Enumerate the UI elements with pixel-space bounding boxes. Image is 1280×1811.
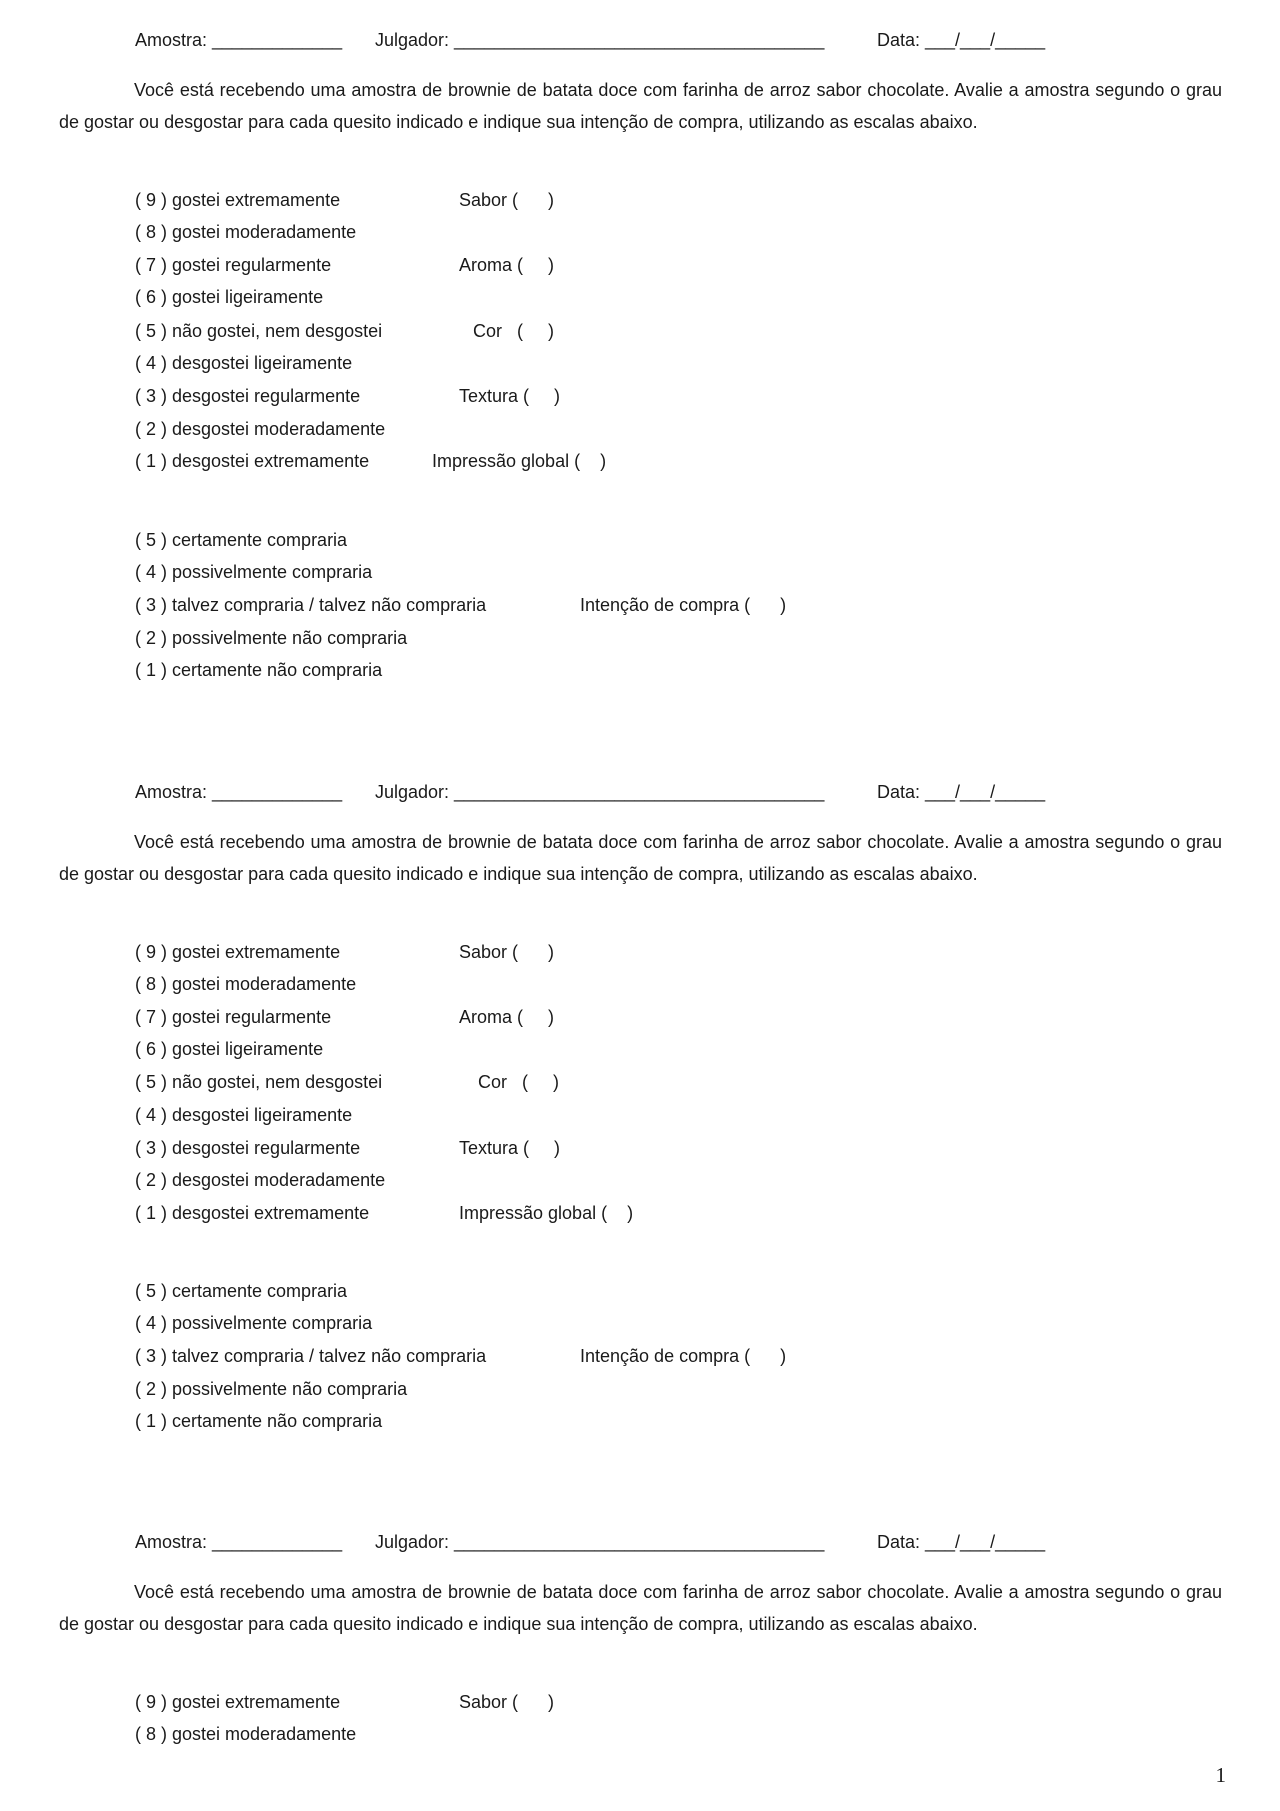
purchase-option: ( 4 ) possivelmente compraria	[135, 562, 373, 582]
aroma-score-field[interactable]: Aroma ( )	[459, 255, 555, 275]
amostra-field: Amostra: _____________	[135, 1532, 343, 1552]
aroma-score-field[interactable]: Aroma ( )	[459, 1007, 555, 1027]
purchase-option: ( 1 ) certamente não compraria	[135, 1411, 383, 1431]
amostra-field: Amostra: _____________	[135, 30, 343, 50]
hedonic-option: ( 2 ) desgostei moderadamente	[135, 419, 386, 439]
julgador-field: Julgador: _____________________________________	[375, 782, 825, 802]
hedonic-option: ( 3 ) desgostei regularmente	[135, 1138, 361, 1158]
hedonic-option: ( 6 ) gostei ligeiramente	[135, 1039, 324, 1059]
hedonic-option: ( 4 ) desgostei ligeiramente	[135, 353, 353, 373]
hedonic-option: ( 5 ) não gostei, nem desgostei	[135, 1072, 383, 1092]
instructions-paragraph: Você está recebendo uma amostra de brownie de batata doce com farinha de arroz sabor chocolate. Avalie a amostra segundo o grau de gostar ou desgostar para cada quesito indicado e indique sua intenção de compra, utilizando as escalas abaixo.	[59, 832, 1222, 884]
julgador-field: Julgador: _____________________________________	[375, 30, 825, 50]
hedonic-option: ( 1 ) desgostei extremamente	[135, 1203, 370, 1223]
cor-score-field[interactable]: Cor ( )	[478, 1072, 559, 1092]
data-field: Data: ___/___/_____	[877, 1532, 1046, 1552]
textura-score-field[interactable]: Textura ( )	[459, 386, 561, 406]
hedonic-option: ( 8 ) gostei moderadamente	[135, 222, 357, 242]
purchase-option: ( 2 ) possivelmente não compraria	[135, 1379, 408, 1399]
sabor-score-field[interactable]: Sabor ( )	[459, 942, 555, 962]
purchase-intent-field[interactable]: Intenção de compra ( )	[580, 595, 787, 615]
instructions-paragraph: Você está recebendo uma amostra de brownie de batata doce com farinha de arroz sabor chocolate. Avalie a amostra segundo o grau de gostar ou desgostar para cada quesito indicado e indique sua intenção de compra, utilizando as escalas abaixo.	[59, 80, 1222, 132]
textura-score-field[interactable]: Textura ( )	[459, 1138, 561, 1158]
hedonic-option: ( 4 ) desgostei ligeiramente	[135, 1105, 353, 1125]
purchase-option: ( 1 ) certamente não compraria	[135, 660, 383, 680]
purchase-option: ( 5 ) certamente compraria	[135, 1281, 348, 1301]
sabor-score-field[interactable]: Sabor ( )	[459, 1692, 555, 1712]
data-field: Data: ___/___/_____	[877, 30, 1046, 50]
purchase-intent-field[interactable]: Intenção de compra ( )	[580, 1346, 787, 1366]
impressao-global-score-field[interactable]: Impressão global ( )	[432, 451, 607, 471]
hedonic-option: ( 5 ) não gostei, nem desgostei	[135, 321, 383, 341]
purchase-option: ( 2 ) possivelmente não compraria	[135, 628, 408, 648]
amostra-field: Amostra: _____________	[135, 782, 343, 802]
hedonic-option: ( 1 ) desgostei extremamente	[135, 451, 370, 471]
hedonic-option: ( 8 ) gostei moderadamente	[135, 1724, 357, 1744]
cor-score-field[interactable]: Cor ( )	[473, 321, 554, 341]
hedonic-option: ( 7 ) gostei regularmente	[135, 255, 332, 275]
page-number: 1	[1215, 1763, 1226, 1787]
hedonic-option: ( 9 ) gostei extremamente	[135, 942, 341, 962]
hedonic-option: ( 6 ) gostei ligeiramente	[135, 287, 324, 307]
hedonic-option: ( 2 ) desgostei moderadamente	[135, 1170, 386, 1190]
hedonic-option: ( 7 ) gostei regularmente	[135, 1007, 332, 1027]
impressao-global-score-field[interactable]: Impressão global ( )	[459, 1203, 634, 1223]
purchase-option: ( 5 ) certamente compraria	[135, 530, 348, 550]
data-field: Data: ___/___/_____	[877, 782, 1046, 802]
hedonic-option: ( 8 ) gostei moderadamente	[135, 974, 357, 994]
hedonic-option: ( 3 ) desgostei regularmente	[135, 386, 361, 406]
purchase-option: ( 4 ) possivelmente compraria	[135, 1313, 373, 1333]
purchase-option: ( 3 ) talvez compraria / talvez não compraria	[135, 1346, 487, 1366]
purchase-option: ( 3 ) talvez compraria / talvez não compraria	[135, 595, 487, 615]
sabor-score-field[interactable]: Sabor ( )	[459, 190, 555, 210]
julgador-field: Julgador: _____________________________________	[375, 1532, 825, 1552]
hedonic-option: ( 9 ) gostei extremamente	[135, 1692, 341, 1712]
hedonic-option: ( 9 ) gostei extremamente	[135, 190, 341, 210]
instructions-paragraph: Você está recebendo uma amostra de brownie de batata doce com farinha de arroz sabor chocolate. Avalie a amostra segundo o grau de gostar ou desgostar para cada quesito indicado e indique sua intenção de compra, utilizando as escalas abaixo.	[59, 1582, 1222, 1634]
